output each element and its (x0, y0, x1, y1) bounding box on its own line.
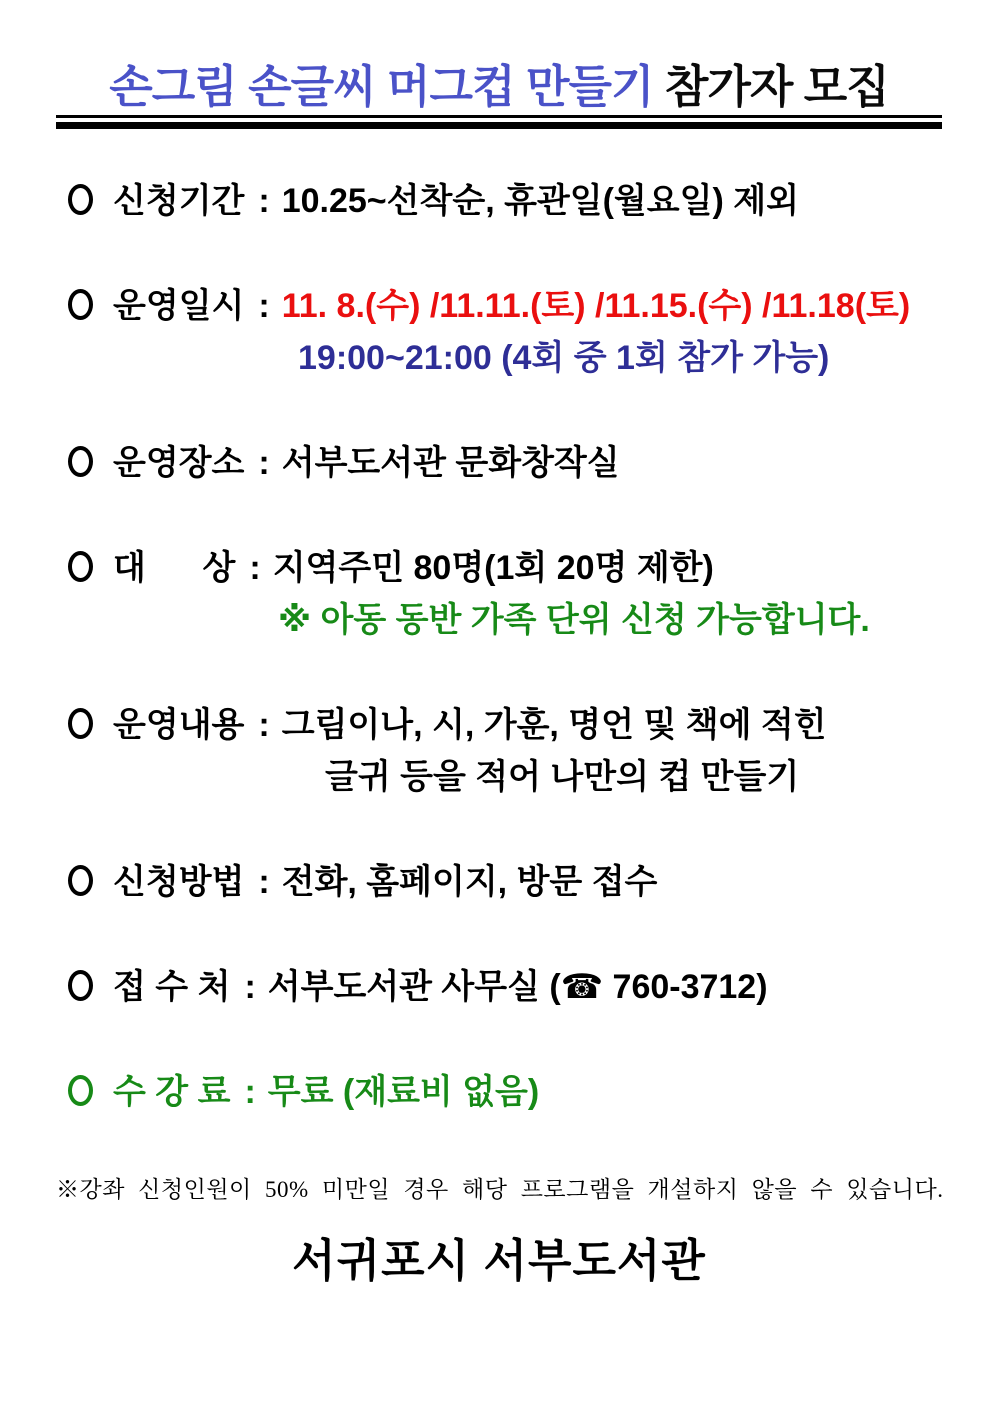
colon: : (244, 1072, 256, 1111)
colon: : (258, 181, 270, 220)
item-reception (68, 961, 942, 1013)
title-block (56, 62, 942, 129)
item-value: 전화, 홈페이지, 방문 접수 (281, 862, 658, 901)
item-target (68, 542, 942, 646)
item-value: 10.25~선착순, 휴관일(월요일) 제외 (281, 181, 799, 220)
item-value-phone: 서부도서관 사무실 (☎ 760-3712) (267, 967, 768, 1006)
item-how-to-apply (68, 856, 942, 908)
circle-bullet-icon (68, 551, 93, 582)
colon: : (249, 548, 261, 587)
colon: : (258, 286, 270, 325)
item-schedule (68, 280, 942, 384)
item-label: 신청방법 (113, 862, 245, 901)
item-application-period (68, 175, 942, 227)
page-title (56, 62, 942, 112)
circle-bullet-icon (68, 184, 93, 215)
cancellation-note: ※강좌 신청인원이 50% 미만일 경우 해당 프로그램을 개설하지 않을 수 있습니다. (56, 1176, 944, 1202)
title-underline-thin (56, 115, 942, 118)
item-label: 접 수 처 (113, 967, 231, 1006)
colon: : (244, 967, 256, 1006)
circle-bullet-icon (68, 865, 93, 896)
item-fee (68, 1066, 942, 1118)
item-label: 운영장소 (113, 443, 245, 482)
item-value: 그림이나, 시, 가훈, 명언 및 책에 적힌 (281, 705, 827, 744)
circle-bullet-icon (68, 289, 93, 320)
item-label: 운영내용 (113, 705, 245, 744)
page-title-accent: 손그림 손글씨 머그컵 만들기 (109, 61, 654, 112)
item-value: 서부도서관 문화창작실 (281, 443, 620, 482)
item-value-line2: 글귀 등을 적어 나만의 컵 만들기 (325, 757, 800, 796)
circle-bullet-icon (68, 970, 93, 1001)
item-venue (68, 437, 942, 489)
colon: : (258, 443, 270, 482)
colon: : (258, 705, 270, 744)
item-contents (68, 699, 942, 803)
colon: : (258, 862, 270, 901)
title-underline-thick (56, 122, 942, 129)
item-label: 신청기간 (113, 181, 245, 220)
item-label: 수 강 료 (113, 1072, 231, 1111)
circle-bullet-icon (68, 1075, 93, 1106)
item-label: 대 상 (113, 548, 236, 587)
item-label: 운영일시 (113, 286, 245, 325)
circle-bullet-icon (68, 446, 93, 477)
item-value: 무료 (재료비 없음) (267, 1072, 540, 1111)
item-value-dates: 11. 8.(수) /11.11.(토) /11.15.(수) /11.18(토) (281, 286, 911, 325)
item-note-family: ※ 아동 동반 가족 단위 신청 가능합니다. (278, 600, 870, 639)
item-value: 지역주민 80명(1회 20명 제한) (272, 548, 714, 587)
info-list (56, 175, 942, 1118)
circle-bullet-icon (68, 708, 93, 739)
page-title-plain: 참가자 모집 (653, 61, 889, 112)
organization-name: 서귀포시 서부도서관 (292, 1234, 706, 1286)
item-value-time: 19:00~21:00 (4회 중 1회 참가 가능) (298, 338, 830, 377)
